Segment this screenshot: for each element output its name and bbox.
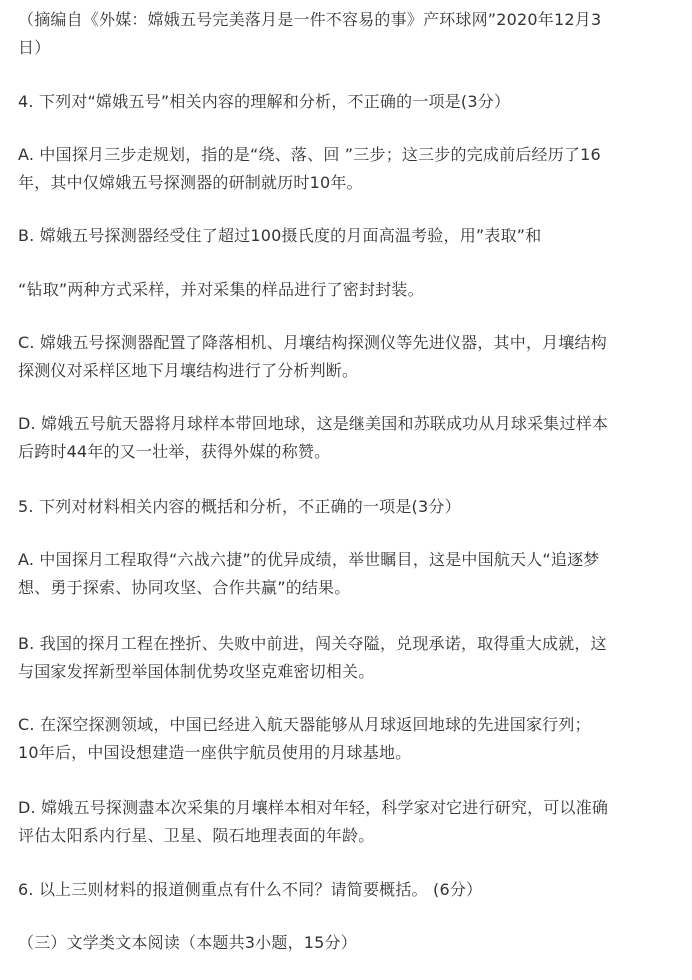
text-line: B. 嫦娥五号探测器经受住了超过100摄氏度的月面高温考验，用”表取”和: [18, 226, 542, 245]
question-5-option-c: [18, 711, 668, 767]
question-5: [18, 493, 668, 521]
text-line: D. 嫦娥五号航天器将月球样本带回地球，这是继美国和苏联成功从月球采集过样本: [18, 414, 609, 433]
question-5-option-b: [18, 630, 668, 686]
text-line: 探测仪对采样区地下月壤结构进行了分析判断。: [18, 361, 359, 380]
text-line: 10年后，中国设想建造一座供宇航员使用的月球基地。: [18, 743, 412, 762]
question-5-option-a: [18, 546, 668, 602]
text-line: 想、勇于探索、协同攻坚、合作共赢”的结果。: [18, 578, 351, 597]
question-4-option-d: [18, 410, 668, 466]
text-line: 评估太阳系内行星、卫星、陨石地理表面的年龄。: [18, 826, 375, 845]
question-4-option-c: [18, 329, 668, 385]
question-6: [18, 876, 668, 904]
text-line: （摘编自《外媒：嫦娥五号完美落月是一件不容易的事》产环球网”2020年12月3: [18, 10, 602, 29]
text-line: 日）: [18, 38, 51, 57]
text-line: D. 嫦娥五号探测盡本次采集的月壤样本相对年轻，科学家对它进行研究，可以准确: [18, 798, 609, 817]
text-line: C. 嫦娥五号探测器配置了降落相机、月壤结构探测仪等先进仪器，其中，月壤结构: [18, 333, 607, 352]
text-line: 4. 下列对“嫦娥五号”相关内容的理解和分析，不正确的一项是(3分）: [18, 92, 511, 111]
text-line: C. 在深空探测领域，中国已经进入航天器能够从月球返回地球的先进国家行列；: [18, 715, 591, 734]
text-line: A. 中国探月工程取得“六战六捷”的优异成绩，举世瞩目，这是中国航天人“追逐梦: [18, 550, 600, 569]
question-4-option-a: [18, 141, 668, 197]
text-line: A. 中国探月三步走规划，指的是“绕、落、回 ”三步；这三步的完成前后经历了16: [18, 145, 601, 164]
text-line: “钻取”两种方式采样，并对采集的样品进行了密封封装。: [18, 280, 424, 299]
text-line: 与国家发挥新型举国体制优势攻坚克难密切相关。: [18, 662, 375, 681]
text-line: B. 我国的探月工程在挫折、失败中前进，闯关夺隘，兑现承诺，取得重大成就，这: [18, 634, 607, 653]
question-5-option-d: [18, 794, 668, 850]
text-line: 后跨时44年的又一壮举，获得外媒的称赞。: [18, 442, 331, 461]
text-line: （三）文学类文本阅读（本题共3小题，15分）: [18, 933, 357, 952]
question-4: [18, 88, 668, 116]
section-heading-literary-reading: [18, 929, 668, 957]
question-4-option-b: [18, 222, 668, 250]
text-line: 5. 下列对材料相关内容的概括和分析，不正确的一项是(3分）: [18, 497, 461, 516]
source-citation: [18, 6, 668, 62]
text-line: 年，其中仅嫦娥五号探测器的研制就历时10年。: [18, 173, 363, 192]
question-4-option-b-continued: [18, 276, 668, 304]
text-line: 6. 以上三则材料的报道侧重点有什么不同？请简要概括。 (6分）: [18, 880, 483, 899]
